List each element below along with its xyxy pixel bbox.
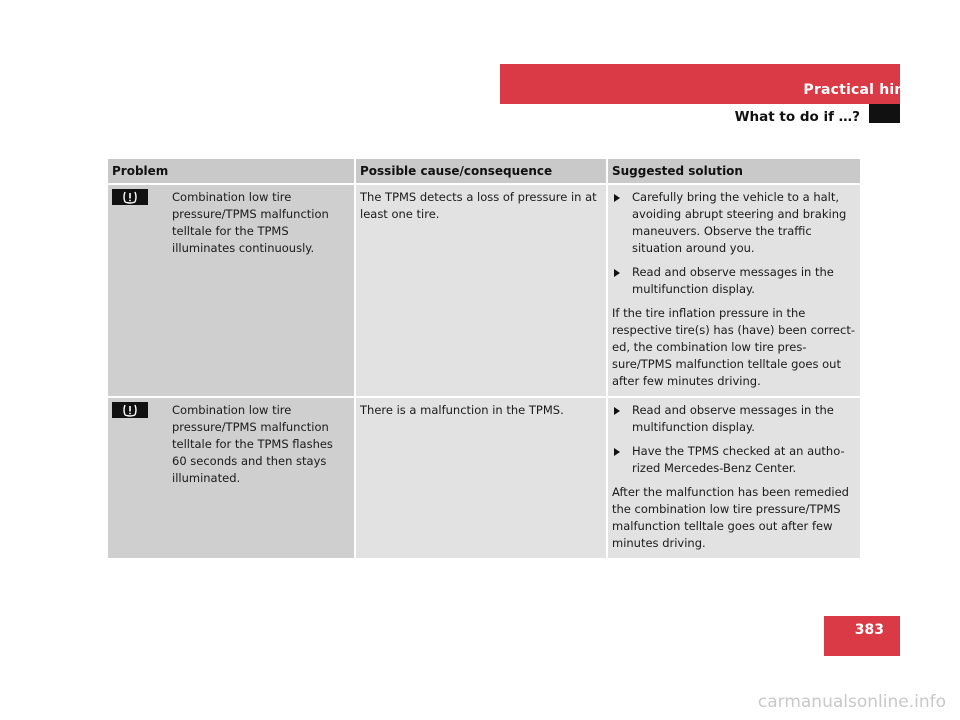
tpms-warning-icon [112,402,148,418]
column-header-cause: Possible cause/consequence [355,159,607,184]
solution-step: Have the TPMS checked at an autho-rized Mercedes-Benz Center. [612,443,856,477]
header-tab-marker [869,104,900,123]
bullet-arrow-icon [614,269,620,277]
solution-note: After the malfunction has been remedied the combination low tire pressure/TPMS malfunction telltale goes out after few minutes driving. [612,485,849,550]
problem-text: Combination low tire pressure/TPMS malfunction telltale for the TPMS flashes 60 seconds and then stays illuminated. [168,397,355,558]
solution-step: Carefully bring the vehicle to a halt, avoiding abrupt steering and braking maneuvers. Observe the traffic situation around you. [612,189,856,257]
cause-text: There is a malfunction in the TPMS. [355,397,607,558]
column-header-problem: Problem [108,159,355,184]
cause-text: The TPMS detects a loss of pressure in at least one tire. [355,184,607,397]
column-header-solution: Suggested solution [607,159,860,184]
solution-cell [607,184,860,397]
bullet-arrow-icon [614,448,620,456]
subsection-title: What to do if …? [734,109,860,125]
solution-note: If the tire inflation pressure in the respective tire(s) has (have) been correct-ed, the combination low tire pres-sure/TPMS malfunction telltale goes out after few minutes driving. [612,306,855,388]
solution-step: Read and observe messages in the multifunction display. [612,264,856,298]
troubleshooting-table [108,159,860,558]
solution-step: Read and observe messages in the multifunction display. [612,402,856,436]
watermark: carmanualsonline.info [757,692,946,712]
table-header-row [108,159,860,184]
page-number: 383 [854,622,884,638]
tpms-warning-icon [112,189,148,205]
problem-text: Combination low tire pressure/TPMS malfunction telltale for the TPMS illuminates continuously. [168,184,355,397]
section-title: Practical hints [803,82,920,98]
solution-cell [607,397,860,558]
bullet-arrow-icon [614,194,620,202]
table-row [108,397,860,558]
table-row [108,184,860,397]
bullet-arrow-icon [614,407,620,415]
